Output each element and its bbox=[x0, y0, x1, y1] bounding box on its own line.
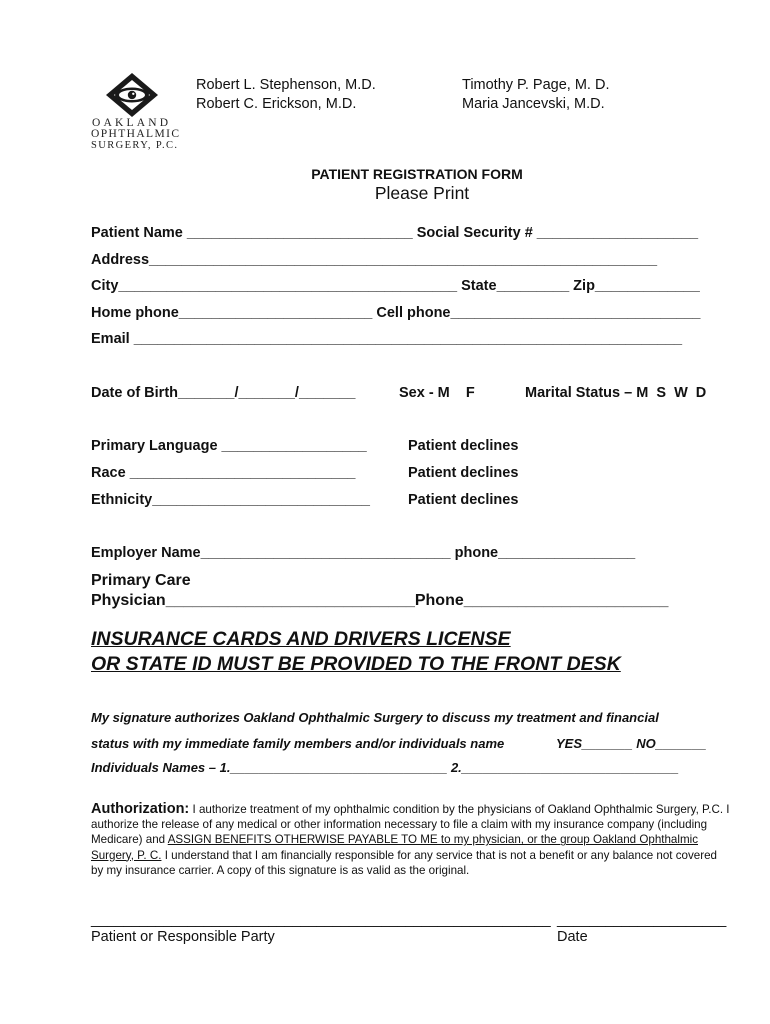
email-field[interactable]: Email ____________________________________________________________________ bbox=[91, 331, 683, 347]
authorization-text: I authorize treatment of my ophthalmic condition by the physicians of Oakland Ophthalmic Surgery, P.C. I authorize the release of any medical or other information necessary to file a claim with my insurance company (including Medicare) and bbox=[91, 803, 730, 847]
doctor-name: Maria Jancevski, M.D. bbox=[462, 96, 605, 112]
form-subtitle: Please Print bbox=[374, 183, 470, 203]
patient-name-ssn-field[interactable]: Patient Name ____________________________ Social Security # ____________________ bbox=[91, 225, 699, 241]
signature-line[interactable]: _________________________________________________________ bbox=[91, 912, 551, 928]
sex-field[interactable]: Sex - M F bbox=[399, 385, 475, 401]
city-state-zip-field[interactable]: City__________________________________________ State_________ Zip_____________ bbox=[91, 278, 700, 294]
date-label: Date bbox=[557, 929, 588, 945]
practice-logo bbox=[88, 70, 184, 150]
primary-care-label: Primary Care bbox=[91, 572, 191, 589]
logo-name-line1: OAKLAND bbox=[92, 117, 172, 129]
authorization-heading: Authorization: bbox=[91, 801, 190, 817]
logo-name-line3: SURGERY, P.C. bbox=[91, 140, 179, 151]
individuals-names-field[interactable]: Individuals Names – 1.______________________________ 2.______________________________ bbox=[91, 760, 679, 775]
race-field[interactable]: Race ____________________________ bbox=[91, 465, 356, 481]
form-title: PATIENT REGISTRATION FORM bbox=[311, 166, 523, 182]
consent-text-line1: My signature authorizes Oakland Ophthalmic Surgery to discuss my treatment and financial bbox=[91, 710, 659, 725]
consent-text-line2: status with my immediate family members and/or individuals name bbox=[91, 736, 505, 751]
insurance-notice-line1: INSURANCE CARDS AND DRIVERS LICENSE bbox=[91, 628, 511, 650]
primary-language-field[interactable]: Primary Language __________________ bbox=[91, 438, 367, 454]
date-of-birth-field[interactable]: Date of Birth_______/_______/_______ bbox=[91, 385, 356, 401]
eye-logo-icon bbox=[88, 70, 184, 120]
signature-label: Patient or Responsible Party bbox=[91, 929, 275, 945]
patient-declines-option[interactable]: Patient declines bbox=[408, 438, 519, 454]
phone-field[interactable]: Home phone________________________ Cell phone_______________________________ bbox=[91, 305, 701, 321]
patient-declines-option[interactable]: Patient declines bbox=[408, 492, 519, 508]
patient-declines-option[interactable]: Patient declines bbox=[408, 465, 519, 481]
doctor-name: Robert L. Stephenson, M.D. bbox=[196, 77, 376, 93]
ethnicity-field[interactable]: Ethnicity___________________________ bbox=[91, 492, 370, 508]
authorization-text: I understand that I am financially responsible for any service that is not a benefit or any balance not covered by my insurance carrier. A copy of this signature is as valid as the original. bbox=[91, 848, 717, 877]
consent-yes-no-field[interactable]: YES_______ NO_______ bbox=[556, 736, 707, 751]
authorization-assign-benefits: ASSIGN BENEFITS OTHERWISE PAYABLE TO ME to my physician, or the group Oakland Ophthalmic Surgery, P. C. bbox=[91, 833, 698, 862]
authorization-paragraph bbox=[91, 802, 731, 878]
insurance-notice-line2: OR STATE ID MUST BE PROVIDED TO THE FRONT DESK bbox=[91, 653, 621, 675]
date-line[interactable]: _____________________ bbox=[557, 912, 727, 928]
physician-phone-field[interactable]: Physician____________________________Phone_______________________ bbox=[91, 592, 669, 609]
doctor-name: Timothy P. Page, M. D. bbox=[462, 77, 610, 93]
employer-field[interactable]: Employer Name_______________________________ phone_________________ bbox=[91, 545, 636, 561]
logo-name-line2: OPHTHALMIC bbox=[91, 128, 181, 140]
marital-status-field[interactable]: Marital Status – M S W D bbox=[525, 385, 707, 401]
address-field[interactable]: Address_______________________________________________________________ bbox=[91, 252, 658, 268]
doctor-name: Robert C. Erickson, M.D. bbox=[196, 96, 357, 112]
